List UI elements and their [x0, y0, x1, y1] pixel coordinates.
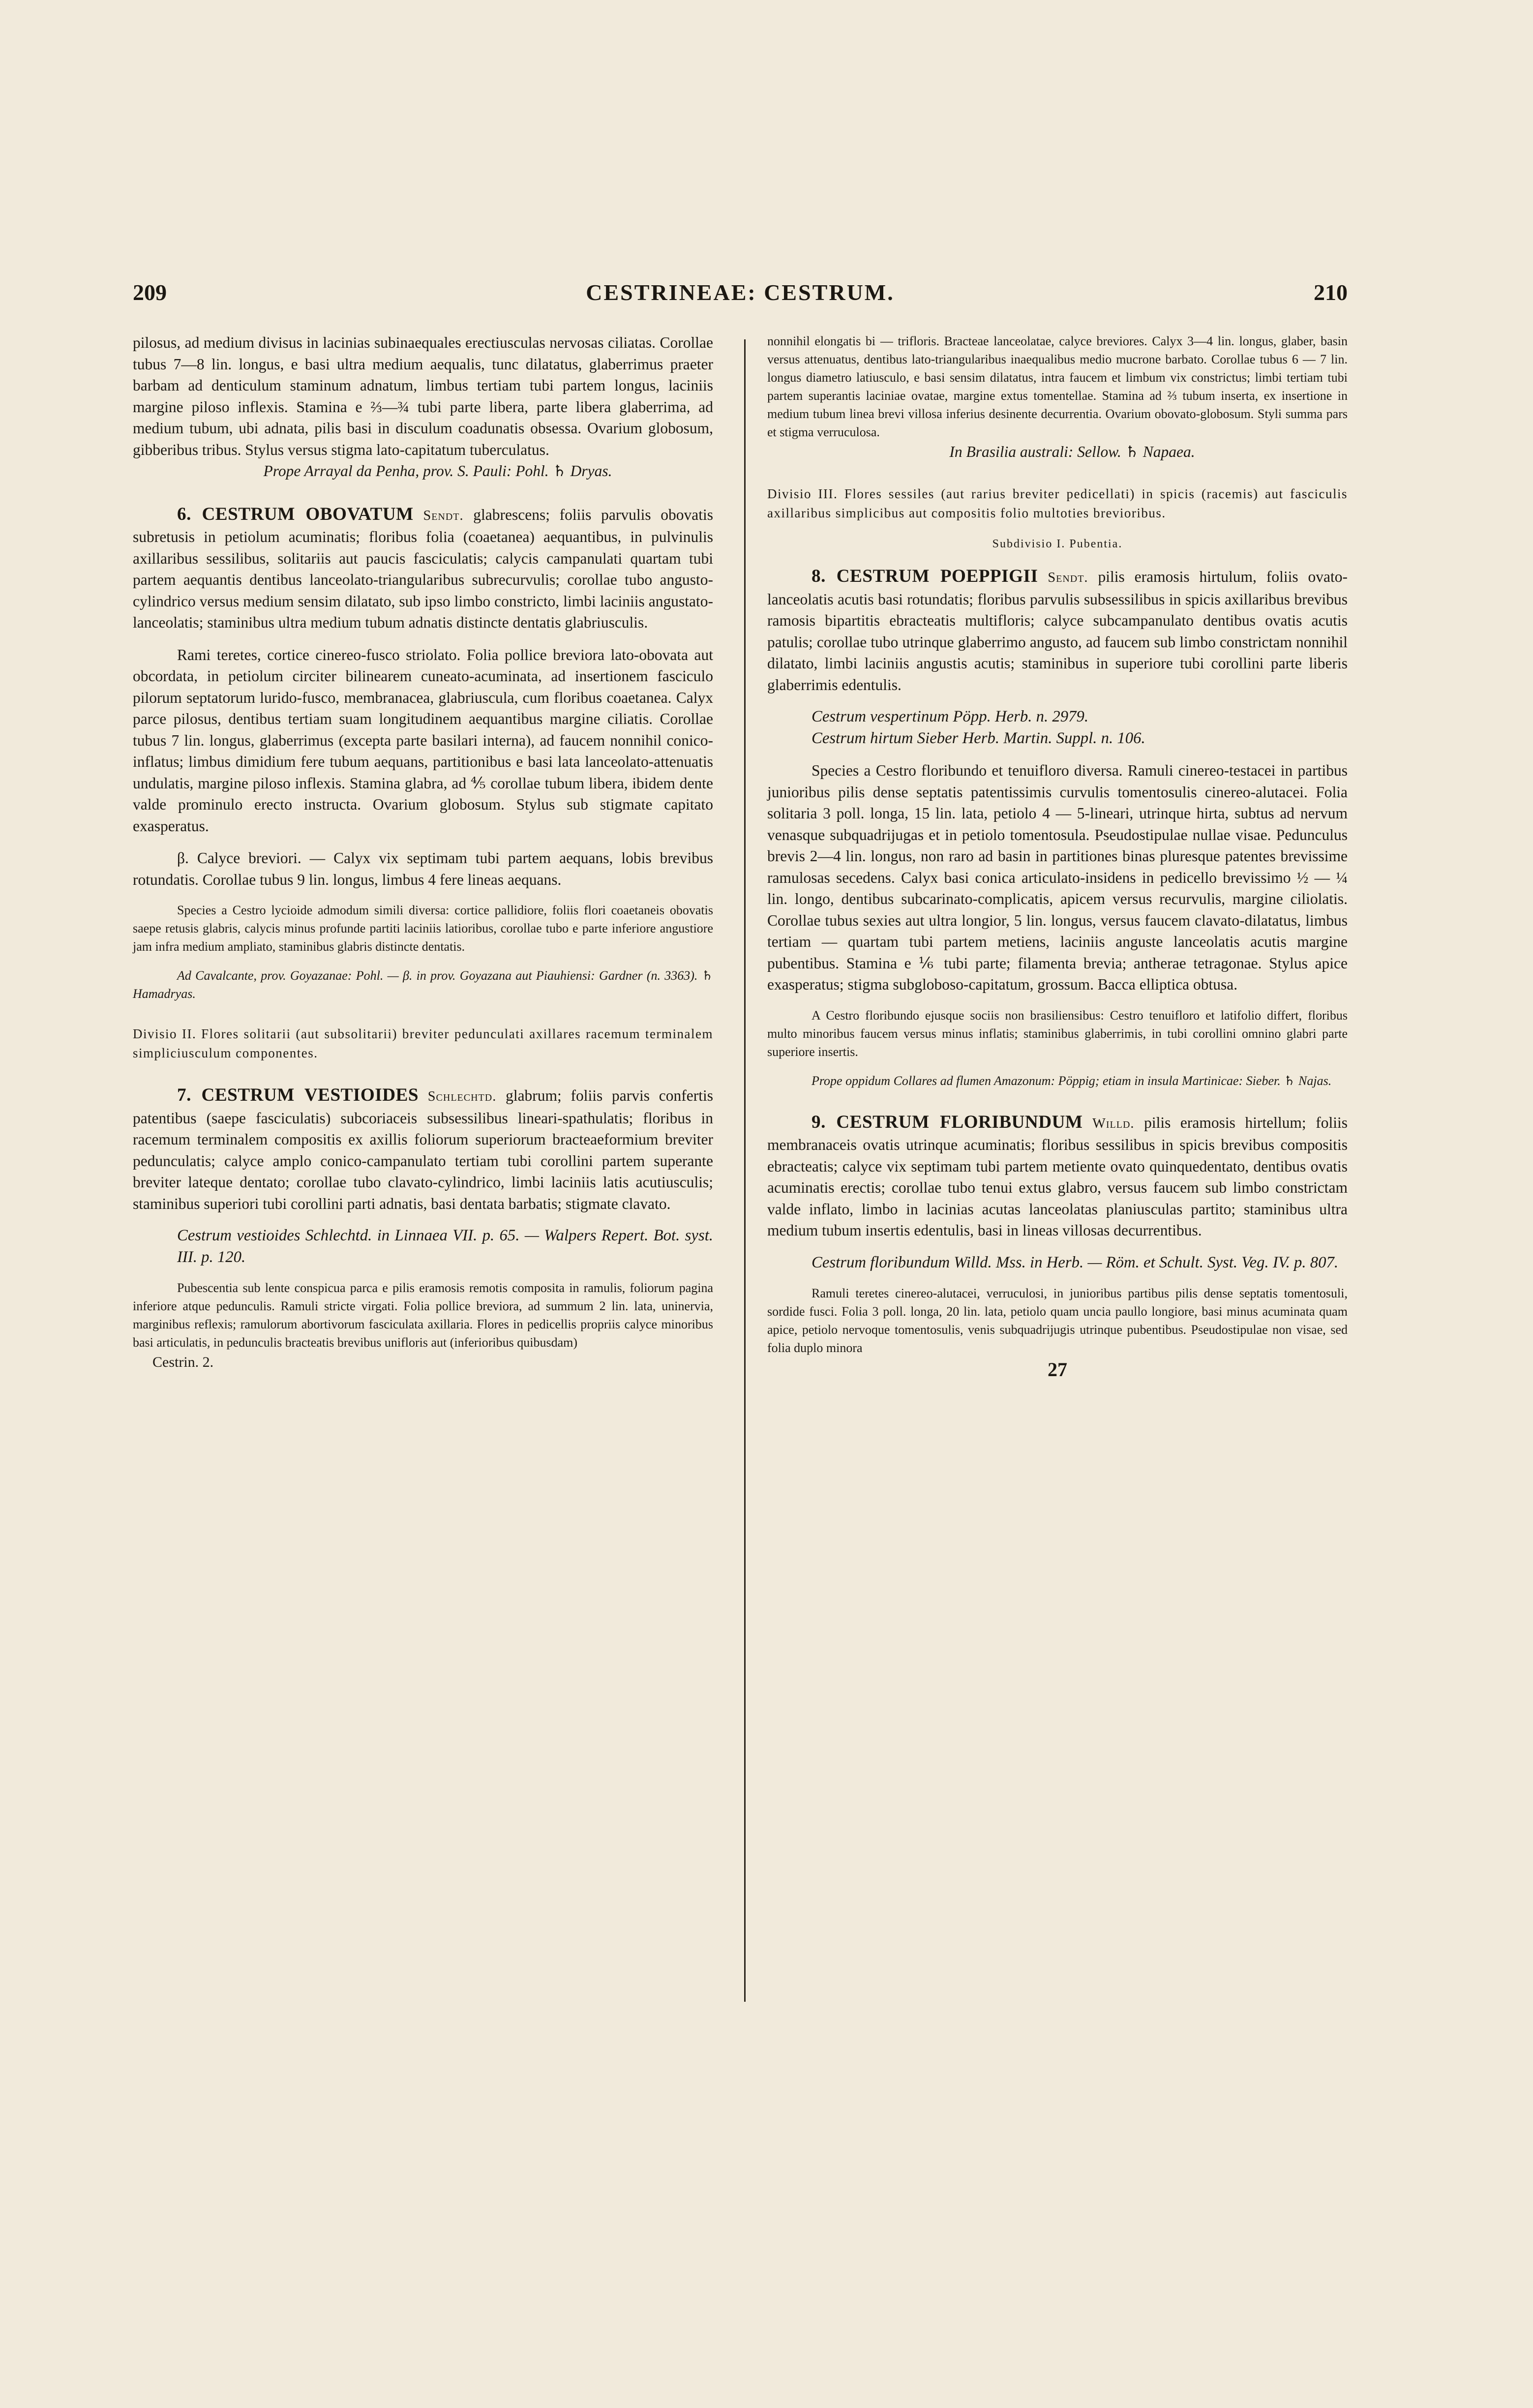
species-entry-8	[767, 566, 1348, 695]
signature-mark: Cestrin. 2.	[152, 1354, 214, 1370]
species-author: Schlechtd.	[427, 1089, 497, 1104]
division-heading: Divisio II. Flores solitarii (aut subsolitarii) breviter pedunculati axillares racemum terminalem simpliciusculum componentes.	[133, 1026, 713, 1060]
species-name: 9. CESTRUM FLORIBUNDUM	[812, 1112, 1083, 1132]
species-note: Ramuli teretes cinereo-alutacei, verruculosi, in junioribus partibus pilis dense septatis tomentosuli, sordide fusci. Folia 3 poll. longa, 20 lin. lata, petiolo quam uncia paullo longiore, basi minus acuminata quam apice, petiolo nervoque tomentosulis, venis subquadrijugis utrinque pubentibus. Pseudostipulae non visae, sed folia duplo minora	[767, 1286, 1348, 1355]
species-entry-6	[133, 504, 713, 633]
subdivision-heading: Subdivisio I. Pubentia.	[992, 537, 1123, 550]
running-header	[133, 279, 1348, 319]
locality: Prope oppidum Collares ad flumen Amazonum: Pöppig; etiam in insula Martinicae: Sieber. ♄ Najas.	[812, 1073, 1332, 1088]
species-author: Sendt.	[423, 508, 464, 523]
division-heading: Divisio III. Flores sessiles (aut rarius breviter pedicellati) in spicis (racemis) aut fasciculis axillaribus simplicibus aut compositis folio multoties brevioribus.	[767, 486, 1348, 520]
synonymy: Cestrum floribundum Willd. Mss. in Herb. — Röm. et Schult. Syst. Veg. IV. p. 807.	[812, 1253, 1339, 1271]
left-column	[133, 332, 713, 1373]
species-entry-7	[133, 1084, 713, 1214]
species-description: Species a Cestro floribundo et tenuifloro diversa. Ramuli cinereo-testacei in partibus junioribus pilis dense septatis patentissimis curvulis tomentosulis cinereo-alutacei. Folia solitaria 3 poll. longa, 15 lin. lata, petiolo 4 — 5-lineari, utrinque hirta, subtus ad nervum venasque subquadrijugas et in petiolo tomentosula. Pseudostipulae nullae visae. Pedunculus brevis 2—4 lin. longus, non raro ad basin in partitiones binas pluresque patentes brevissime ramulosas secedens. Calyx basi conica articulato-insidens in pedicello brevissimo ½ — ¼ lin. longo, dentibus subcarinato-complicatis, apicem versus recurvulis, margine ciliolatis. Corollae tubus sexies aut ultra longior, 5 lin. longus, versus faucem clavato-dilatatus, limbus tertiam — quartam tubi partem metiens, laciniis anguste lanceolatis acutis margine pubentibus. Stamina e ⅙ tubi parte; filamenta brevia; antherae tetragonae. Stylus apice exasperatus; stigma subgloboso-capitatum, grossum. Bacca elliptica obtusa.	[767, 762, 1348, 993]
continued-description: pilosus, ad medium divisus in lacinias subinaequales erectiusculas nervosas ciliatas. Corollae tubus 7—8 lin. longus, e basi ultra medium aequalis, tunc dilatatus, glaberrimus praeter barbam ad denticulum staminum adnatum, limbus tertiam tubi partem longus, laciniis margine piloso inflexis. Stamina e ⅔—¾ tubi parte libera, parte libera glaberrima, ad medium tubum, ubi adnata, pilis basi in disculum coadunatis obsessa. Ovarium globosum, gibberibus tribus. Stylus versus stigma lato-capitatum tuberculatus.	[133, 334, 713, 458]
species-name: 7. CESTRUM VESTIOIDES	[177, 1085, 419, 1105]
species-description: Rami teretes, cortice cinereo-fusco striolato. Folia pollice breviora lato-obovata aut obcordata, in petiolum circiter bilinearem cuneato-acuminata, ad insertionem fasciculo pilorum septatorum lurido-fusco, membranacea, glabriuscula, cum floribus coaetanea. Calyx parce pilosus, dentibus tertiam suam longitudinem aequantibus margine ciliatis. Corollae tubus 7 lin. longus, glaberrimus (excepta parte basilari interna), ad faucem nonnihil conico-inflatus; limbus dimidium fere tubum aequans, partitionibus e basi lata lanceolato-attenuatis undulatis, margine piloso inflexis. Stamina glabra, ad ⅘ corollae tubum libera, ibidem dente valde prominulo erecto instructa. Ovarium globosum. Stylus sub stigmate capitato exasperatus.	[133, 646, 713, 835]
species-diagnosis: glabrescens; foliis parvulis obovatis subretusis in petiolum acuminatis; floribus folia (coaetanea) aequantibus, in pulvinulis axillaribus sessilibus, solitariis aut paucis fasciculatis; calycis campanulati quartam tubi partem aequantis dentibus lanceolato-triangularibus subrecurvulis; corollae tubo angusto-cylindrico versus medium sensim dilatato, sub ipso limbo constricto, limbi laciniis angustato-lanceolatis; staminibus ultra medium tubum adnatis distincte dentatis glabriusculis.	[133, 506, 714, 631]
locality: Prope Arrayal da Penha, prov. S. Pauli: Pohl. ♄ Dryas.	[263, 462, 612, 480]
species-diagnosis: pilis eramosis hirtulum, foliis ovato-lanceolatis acutis basi rotundatis; floribus parvulis subsessilibus in spicis axillaribus brevibus ramosis bipartitis ebracteatis multifloris; calyce subcampanulato dentibus ovatis acutis patulis; corollae tubo utrinque glaberrimo angusto, ad faucem sub limbo constrictam nonnihil dilatato, limbi laciniis angustis acutis; staminibus in superiore tubi corollini parte liberis glaberrimis edentulis.	[767, 568, 1348, 693]
sheet-number: 27	[1048, 1358, 1067, 1381]
synonymy: Cestrum vespertinum Pöpp. Herb. n. 2979.	[812, 708, 1089, 725]
continued-description: nonnihil elongatis bi — trifloris. Bracteae lanceolatae, calyce breviores. Calyx 3—4 lin. longus, glaber, basin versus attenuatus, dentibus lato-triangularibus inaequalibus medio mucrone barbato. Corollae tubus 6 — 7 lin. longus diametro latiusculo, e basi sensim dilatatus, intra faucem et limbum vix constrictus; limbi tertiam tubi partem superantis laciniae ovatae, margine extus tomentellae. Stamina ad ⅔ tubum inserta, ex insertione in medium tubum linea brevi villosa inferius desinente decurrentia. Ovarium obovato-globosum. Styli summa pars et stigma verruculosa.	[767, 334, 1348, 439]
page-number-left: 209	[133, 280, 167, 305]
species-diagnosis: glabrum; foliis parvis confertis patentibus (saepe fasciculatis) subcoriaceis subsessilibus lineari-spathulatis; floribus in racemum terminalem compositis ex axillis foliorum superiorum bracteaeformium breviter pedunculatis; calyce amplo conico-campanulato tertiam tubi corollini partem superante breviter lateque dentato; corollae tubo clavato-cylindrico, limbi laciniis latis acutiusculis; staminibus superiori tubi corollini parti adnatis, basi dentata barbatis; stigmate clavato.	[133, 1087, 714, 1212]
locality: Ad Cavalcante, prov. Goyazanae: Pohl. — β. in prov. Goyazana aut Piauhiensi: Gardner (n. 3363). ♄ Hamadryas.	[133, 968, 713, 1001]
right-column	[767, 332, 1348, 1381]
column-divider	[744, 339, 746, 2002]
species-note: A Cestro floribundo ejusque sociis non brasiliensibus: Cestro tenuifloro et latifolio differt, floribus multo minoribus faucem versus minus inflatis; staminibus glaberrimis, in tubi corollini omnino glabri parte superiore insertis.	[767, 1008, 1348, 1059]
species-note: Species a Cestro lycioide admodum simili diversa: cortice pallidiore, foliis flori coaetaneis obovatis saepe retusis glabris, calycis minus profunde partiti laciniis latioribus, corollae tubo e parte inferiore angustiore jam infra medium ampliato, staminibus glabris distincte dentatis.	[133, 903, 713, 954]
species-author: Sendt.	[1048, 570, 1088, 585]
synonymy: Cestrum hirtum Sieber Herb. Martin. Suppl. n. 106.	[812, 729, 1145, 747]
species-author: Willd.	[1092, 1115, 1135, 1131]
running-title: CESTRINEAE: CESTRUM.	[586, 280, 895, 305]
species-diagnosis: pilis eramosis hirtellum; foliis membranaceis ovatis utrinque acuminatis; floribus sessilibus in spicis brevibus compositis ebracteatis; calyce vix septimam tubi partem metiente ovato quinquedentato, dentibus ovatis acuminatis erectis; corollae tubo tenui extus glabro, versus faucem sub limbo constrictam valde inflato, limbo in lacinias acutas lanceolatas planiusculas partito; staminibus ultra medium tubum insertis edentulis, basi in lineas villosas decurrentibus.	[767, 1114, 1348, 1239]
species-name: 8. CESTRUM POEPPIGII	[812, 566, 1038, 586]
page-number-right: 210	[1314, 280, 1348, 305]
species-name: 6. CESTRUM OBOVATUM	[177, 504, 414, 524]
variety-beta: β. Calyce breviori. — Calyx vix septimam tubi partem aequans, lobis brevibus rotundatis. Corollae tubus 9 lin. longus, limbus 4 fere lineas aequans.	[133, 849, 713, 888]
species-note: Pubescentia sub lente conspicua parca e pilis eramosis remotis composita in ramulis, foliorum pagina inferiore atque pedunculis. Ramuli stricte virgati. Folia pollice breviora, ad summum 2 lin. lata, uninervia, marginibus reflexis; ramulorum abortivorum fasciculata axillaria. Flores in pedicellis propriis calyce minoribus basi articulatis, in pedunculis bracteatis brevibus unifloris aut (inferioribus quibusdam)	[133, 1281, 713, 1350]
species-entry-9	[767, 1112, 1348, 1241]
synonymy: Cestrum vestioides Schlechtd. in Linnaea VII. p. 65. — Walpers Repert. Bot. syst. III. p. 120.	[177, 1227, 713, 1266]
locality: In Brasilia australi: Sellow. ♄ Napaea.	[949, 443, 1195, 460]
